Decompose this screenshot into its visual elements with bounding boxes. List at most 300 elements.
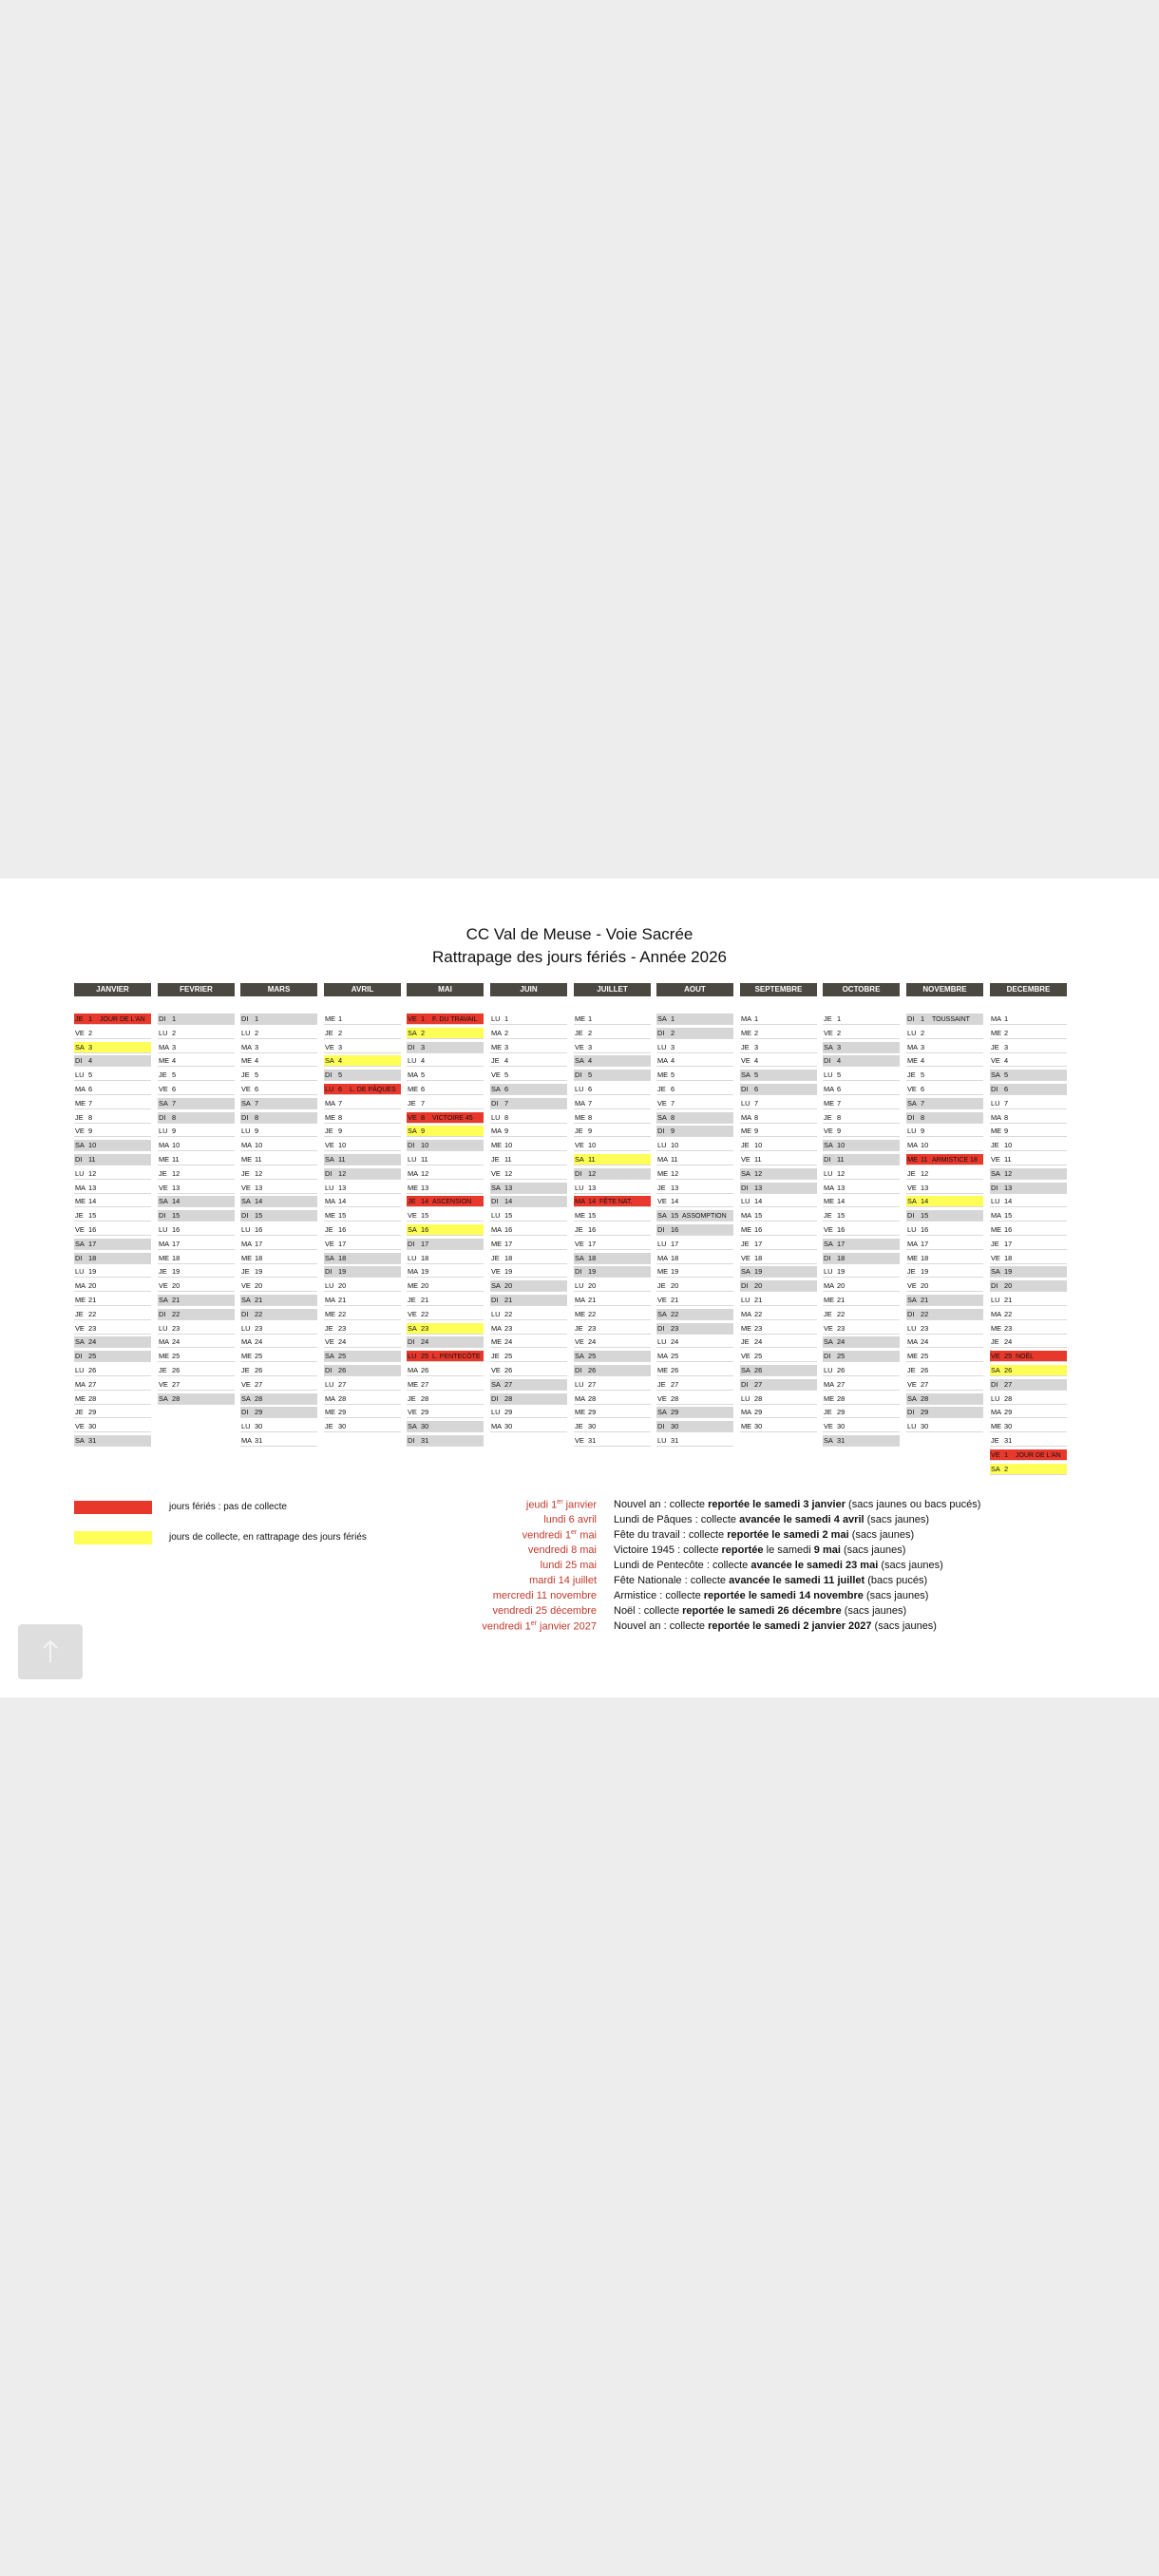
day-row <box>158 1351 235 1362</box>
day-row <box>906 1013 983 1025</box>
month-header: OCTOBRE <box>823 983 900 996</box>
day-number: 31 <box>1004 1436 1013 1445</box>
day-row <box>574 1435 651 1447</box>
day-number: 21 <box>88 1296 97 1304</box>
day-number: 16 <box>421 1225 429 1234</box>
day-abbrev: LU <box>991 1197 1000 1205</box>
day-number: 13 <box>1004 1184 1013 1192</box>
day-abbrev: ME <box>991 1324 1002 1333</box>
day-abbrev: MA <box>408 1267 419 1276</box>
day-number: 8 <box>671 1113 675 1122</box>
day-number: 6 <box>88 1085 93 1093</box>
day-number: 19 <box>921 1267 929 1276</box>
day-abbrev: VE <box>575 1436 584 1445</box>
day-row <box>740 1070 817 1081</box>
day-row <box>324 1365 401 1376</box>
day-number: 20 <box>338 1281 347 1290</box>
day-number: 18 <box>172 1254 180 1262</box>
day-row <box>490 1098 567 1109</box>
day-abbrev: LU <box>824 1366 833 1374</box>
day-abbrev: SA <box>741 1267 750 1276</box>
day-abbrev: ME <box>575 1211 586 1220</box>
day-row <box>158 1098 235 1109</box>
day-number: 12 <box>754 1169 763 1178</box>
day-row <box>906 1253 983 1264</box>
day-number: 26 <box>421 1366 429 1374</box>
day-number: 5 <box>504 1070 509 1079</box>
day-number: 3 <box>338 1043 343 1051</box>
day-row <box>240 1280 317 1292</box>
day-abbrev: LU <box>657 1141 667 1149</box>
day-number: 26 <box>255 1366 263 1374</box>
day-row <box>906 1323 983 1335</box>
day-abbrev: LU <box>75 1169 85 1178</box>
day-number: 14 <box>754 1197 763 1205</box>
day-number: 23 <box>754 1324 763 1333</box>
day-number: 2 <box>338 1029 343 1037</box>
day-row <box>574 1196 651 1207</box>
day-row <box>656 1323 733 1335</box>
day-number: 20 <box>837 1281 846 1290</box>
day-number: 15 <box>504 1211 513 1220</box>
day-row <box>823 1435 900 1447</box>
day-row <box>656 1112 733 1124</box>
day-abbrev: SA <box>491 1085 501 1093</box>
day-row <box>574 1407 651 1418</box>
day-abbrev: DI <box>75 1254 83 1262</box>
month-header: MAI <box>407 983 484 996</box>
day-number: 14 <box>338 1197 347 1205</box>
day-abbrev: VE <box>657 1394 667 1403</box>
day-number: 30 <box>921 1422 929 1430</box>
day-row <box>74 1365 151 1376</box>
day-number: 6 <box>338 1085 343 1093</box>
day-abbrev: JE <box>991 1337 999 1346</box>
day-number: 28 <box>255 1394 263 1403</box>
day-row <box>740 1253 817 1264</box>
day-row <box>574 1055 651 1067</box>
day-abbrev: LU <box>241 1127 251 1135</box>
day-row <box>906 1028 983 1039</box>
day-abbrev: VE <box>491 1169 501 1178</box>
day-number: 23 <box>588 1324 597 1333</box>
day-abbrev: JE <box>991 1240 999 1248</box>
day-number: 23 <box>421 1324 429 1333</box>
day-abbrev: JE <box>325 1225 333 1234</box>
day-row <box>240 1266 317 1278</box>
day-abbrev: ME <box>159 1155 170 1164</box>
day-number: 15 <box>338 1211 347 1220</box>
day-abbrev: JE <box>75 1310 84 1318</box>
day-abbrev: JE <box>991 1141 999 1149</box>
day-number: 9 <box>338 1127 343 1135</box>
day-row <box>240 1055 317 1067</box>
day-row <box>490 1084 567 1095</box>
day-abbrev: ME <box>159 1056 170 1065</box>
day-abbrev: DI <box>325 1366 332 1374</box>
ferie-date: lundi 25 mai <box>540 1560 597 1571</box>
day-abbrev: SA <box>159 1394 168 1403</box>
day-row <box>740 1168 817 1180</box>
day-row <box>407 1112 484 1124</box>
day-abbrev: DI <box>741 1184 749 1192</box>
day-abbrev: SA <box>824 1436 833 1445</box>
day-row <box>656 1407 733 1418</box>
day-number: 18 <box>837 1254 846 1262</box>
day-row <box>823 1210 900 1222</box>
day-row <box>823 1280 900 1292</box>
day-row <box>990 1435 1067 1447</box>
day-abbrev: JE <box>325 1127 333 1135</box>
day-number: 23 <box>921 1324 929 1333</box>
day-abbrev: SA <box>159 1197 168 1205</box>
day-row <box>407 1084 484 1095</box>
day-abbrev: LU <box>741 1296 750 1304</box>
day-number: 10 <box>1004 1141 1013 1149</box>
day-abbrev: LU <box>991 1296 1000 1304</box>
day-row <box>407 1055 484 1067</box>
day-abbrev: DI <box>907 1014 915 1023</box>
day-number: 2 <box>671 1029 675 1037</box>
day-number: 19 <box>338 1267 347 1276</box>
day-number: 29 <box>504 1408 513 1416</box>
day-row <box>490 1351 567 1362</box>
day-number: 20 <box>255 1281 263 1290</box>
ferie-description: Lundi de Pentecôte : collecte avancée le samedi 23 mai (sacs jaunes) <box>614 1560 943 1571</box>
day-number: 17 <box>338 1240 347 1248</box>
day-number: 18 <box>88 1254 97 1262</box>
day-abbrev: LU <box>907 1324 917 1333</box>
scroll-to-top-button[interactable] <box>18 1624 83 1679</box>
day-number: 3 <box>588 1043 593 1051</box>
day-number: 24 <box>1004 1337 1013 1346</box>
day-row <box>74 1098 151 1109</box>
day-number: 22 <box>255 1310 263 1318</box>
day-number: 14 <box>1004 1197 1013 1205</box>
day-row <box>158 1196 235 1207</box>
day-row <box>990 1140 1067 1151</box>
day-row <box>740 1154 817 1165</box>
day-number: 28 <box>671 1394 679 1403</box>
day-number: 23 <box>671 1324 679 1333</box>
day-abbrev: DI <box>657 1127 665 1135</box>
month-column <box>407 983 484 1445</box>
day-abbrev: VE <box>325 1337 334 1346</box>
day-number: 17 <box>837 1240 846 1248</box>
day-abbrev: VE <box>824 1225 833 1234</box>
day-number: 21 <box>921 1296 929 1304</box>
day-abbrev: VE <box>241 1085 251 1093</box>
day-number: 13 <box>88 1184 97 1192</box>
day-number: 14 <box>421 1197 429 1205</box>
day-number: 23 <box>1004 1324 1013 1333</box>
day-number: 1 <box>172 1014 177 1023</box>
day-number: 11 <box>504 1155 512 1164</box>
day-number: 4 <box>588 1056 593 1065</box>
day-row <box>74 1323 151 1335</box>
day-row <box>240 1379 317 1391</box>
day-number: 22 <box>1004 1310 1013 1318</box>
day-row <box>490 1253 567 1264</box>
ferie-date: lundi 6 avril <box>543 1514 597 1525</box>
day-abbrev: ME <box>159 1254 170 1262</box>
day-number: 12 <box>172 1169 180 1178</box>
day-abbrev: LU <box>907 1225 917 1234</box>
ferie-description: Noël : collecte reportée le samedi 26 décembre (sacs jaunes) <box>614 1605 907 1617</box>
day-number: 21 <box>588 1296 597 1304</box>
day-row <box>740 1042 817 1053</box>
day-row <box>990 1464 1067 1475</box>
month-header: SEPTEMBRE <box>740 983 817 996</box>
day-number: 9 <box>588 1127 593 1135</box>
day-number: 24 <box>588 1337 597 1346</box>
day-row <box>823 1421 900 1432</box>
day-abbrev: ME <box>408 1281 419 1290</box>
day-number: 8 <box>88 1113 93 1122</box>
day-row <box>240 1295 317 1306</box>
day-row <box>740 1055 817 1067</box>
day-abbrev: SA <box>575 1352 584 1360</box>
day-row <box>906 1224 983 1236</box>
day-row <box>823 1323 900 1335</box>
day-abbrev: SA <box>657 1014 667 1023</box>
day-number: 17 <box>921 1240 929 1248</box>
day-abbrev: MA <box>325 1394 336 1403</box>
day-number: 29 <box>255 1408 263 1416</box>
day-abbrev: VE <box>408 1211 417 1220</box>
day-row <box>74 1084 151 1095</box>
day-row <box>407 1210 484 1222</box>
day-abbrev: MA <box>907 1337 919 1346</box>
holiday-label: ASSOMPTION <box>682 1213 727 1220</box>
day-row <box>74 1196 151 1207</box>
day-abbrev: MA <box>159 1240 170 1248</box>
day-number: 1 <box>1004 1014 1009 1023</box>
day-number: 3 <box>671 1043 675 1051</box>
day-number: 7 <box>754 1099 759 1108</box>
day-number: 19 <box>88 1267 97 1276</box>
day-number: 26 <box>338 1366 347 1374</box>
day-number: 28 <box>172 1394 180 1403</box>
day-abbrev: JE <box>824 1113 832 1122</box>
day-number: 10 <box>421 1141 429 1149</box>
day-number: 22 <box>338 1310 347 1318</box>
day-number: 30 <box>504 1422 513 1430</box>
day-number: 9 <box>504 1127 509 1135</box>
day-number: 21 <box>172 1296 180 1304</box>
day-row <box>74 1280 151 1292</box>
day-row <box>240 1309 317 1320</box>
day-abbrev: ME <box>991 1127 1002 1135</box>
day-number: 28 <box>588 1394 597 1403</box>
day-abbrev: DI <box>741 1085 749 1093</box>
day-abbrev: MA <box>241 1043 253 1051</box>
day-row <box>990 1253 1067 1264</box>
day-number: 8 <box>921 1113 925 1122</box>
day-row <box>74 1435 151 1447</box>
day-abbrev: DI <box>159 1310 166 1318</box>
day-abbrev: SA <box>408 1225 417 1234</box>
day-row <box>240 1140 317 1151</box>
day-abbrev: LU <box>991 1099 1000 1108</box>
day-abbrev: LU <box>657 1043 667 1051</box>
day-abbrev: JE <box>325 1324 333 1333</box>
day-row <box>740 1183 817 1194</box>
day-number: 2 <box>754 1029 759 1037</box>
day-number: 3 <box>504 1043 509 1051</box>
day-number: 28 <box>421 1394 429 1403</box>
day-number: 28 <box>338 1394 347 1403</box>
day-row <box>740 1365 817 1376</box>
day-abbrev: VE <box>159 1380 168 1389</box>
day-number: 5 <box>671 1070 675 1079</box>
day-number: 17 <box>754 1240 763 1248</box>
day-row <box>574 1154 651 1165</box>
day-number: 28 <box>504 1394 513 1403</box>
day-number: 9 <box>255 1127 259 1135</box>
month-column <box>906 983 983 1430</box>
day-abbrev: SA <box>325 1155 334 1164</box>
day-abbrev: SA <box>75 1240 85 1248</box>
day-abbrev: ME <box>241 1056 253 1065</box>
month-header: FEVRIER <box>158 983 235 996</box>
day-number: 17 <box>671 1240 679 1248</box>
day-abbrev: SA <box>824 1043 833 1051</box>
day-number: 15 <box>588 1211 597 1220</box>
day-number: 16 <box>88 1225 97 1234</box>
day-row <box>240 1168 317 1180</box>
day-abbrev: VE <box>991 1155 1000 1164</box>
day-row <box>324 1210 401 1222</box>
day-row <box>490 1393 567 1405</box>
day-number: 17 <box>88 1240 97 1248</box>
day-number: 8 <box>837 1113 842 1122</box>
day-number: 1 <box>255 1014 259 1023</box>
day-number: 10 <box>504 1141 513 1149</box>
day-number: 10 <box>338 1141 347 1149</box>
day-abbrev: DI <box>241 1014 249 1023</box>
day-number: 4 <box>837 1056 842 1065</box>
day-number: 18 <box>671 1254 679 1262</box>
day-row <box>158 1365 235 1376</box>
day-number: 22 <box>588 1310 597 1318</box>
day-abbrev: JE <box>159 1070 167 1079</box>
day-row <box>407 1379 484 1391</box>
day-number: 24 <box>754 1337 763 1346</box>
day-number: 28 <box>88 1394 97 1403</box>
day-number: 2 <box>1004 1029 1009 1037</box>
day-number: 19 <box>255 1267 263 1276</box>
day-number: 1 <box>671 1014 675 1023</box>
holiday-label: JOUR DE L'AN <box>1016 1452 1061 1459</box>
day-abbrev: JE <box>657 1281 666 1290</box>
day-abbrev: JE <box>991 1043 999 1051</box>
day-row <box>990 1084 1067 1095</box>
day-number: 11 <box>1004 1155 1012 1164</box>
day-row <box>656 1309 733 1320</box>
day-abbrev: JE <box>75 1014 84 1023</box>
day-abbrev: MA <box>741 1014 752 1023</box>
day-row <box>823 1266 900 1278</box>
day-number: 6 <box>754 1085 759 1093</box>
day-row <box>158 1028 235 1039</box>
day-number: 25 <box>754 1352 763 1360</box>
month-column <box>740 983 817 1430</box>
day-row <box>407 1295 484 1306</box>
day-number: 13 <box>588 1184 597 1192</box>
day-number: 23 <box>504 1324 513 1333</box>
day-number: 27 <box>172 1380 180 1389</box>
day-abbrev: SA <box>75 1043 85 1051</box>
day-row <box>158 1379 235 1391</box>
day-row <box>158 1112 235 1124</box>
day-number: 11 <box>754 1155 762 1164</box>
day-abbrev: JE <box>741 1043 750 1051</box>
day-abbrev: JE <box>824 1408 832 1416</box>
day-row <box>740 1239 817 1250</box>
day-row <box>158 1253 235 1264</box>
day-row <box>990 1280 1067 1292</box>
day-abbrev: LU <box>159 1029 168 1037</box>
day-row <box>656 1098 733 1109</box>
day-abbrev: JE <box>159 1366 167 1374</box>
day-abbrev: MA <box>491 1225 503 1234</box>
day-number: 27 <box>671 1380 679 1389</box>
day-number: 5 <box>754 1070 759 1079</box>
month-column <box>574 983 651 1445</box>
day-number: 14 <box>88 1197 97 1205</box>
day-abbrev: VE <box>657 1296 667 1304</box>
day-row <box>740 1407 817 1418</box>
day-number: 26 <box>172 1366 180 1374</box>
day-row <box>574 1028 651 1039</box>
day-row <box>740 1323 817 1335</box>
day-abbrev: JE <box>241 1169 250 1178</box>
day-abbrev: ME <box>491 1043 503 1051</box>
day-row <box>574 1183 651 1194</box>
day-number: 15 <box>1004 1211 1013 1220</box>
day-number: 29 <box>837 1408 846 1416</box>
day-number: 13 <box>921 1184 929 1192</box>
day-number: 18 <box>921 1254 929 1262</box>
day-number: 25 <box>172 1352 180 1360</box>
day-row <box>490 1239 567 1250</box>
holiday-label: VICTOIRE 45 <box>432 1115 473 1122</box>
day-abbrev: SA <box>824 1240 833 1248</box>
day-row <box>490 1309 567 1320</box>
day-number: 25 <box>421 1352 429 1360</box>
day-abbrev: ME <box>741 1422 752 1430</box>
day-number: 15 <box>421 1211 429 1220</box>
day-row <box>574 1351 651 1362</box>
day-number: 27 <box>421 1380 429 1389</box>
day-row <box>158 1309 235 1320</box>
day-number: 20 <box>421 1281 429 1290</box>
holiday-label: JOUR DE L'AN <box>100 1016 145 1023</box>
day-row <box>990 1393 1067 1405</box>
ferie-description: Armistice : collecte reportée le samedi 14 novembre (sacs jaunes) <box>614 1590 929 1601</box>
day-abbrev: VE <box>408 1310 417 1318</box>
day-row <box>490 1323 567 1335</box>
day-number: 31 <box>588 1436 597 1445</box>
day-row <box>740 1196 817 1207</box>
day-abbrev: LU <box>491 1408 501 1416</box>
day-row <box>158 1084 235 1095</box>
day-number: 27 <box>921 1380 929 1389</box>
day-abbrev: MA <box>241 1240 253 1248</box>
day-abbrev: VE <box>824 1422 833 1430</box>
day-row <box>823 1379 900 1391</box>
